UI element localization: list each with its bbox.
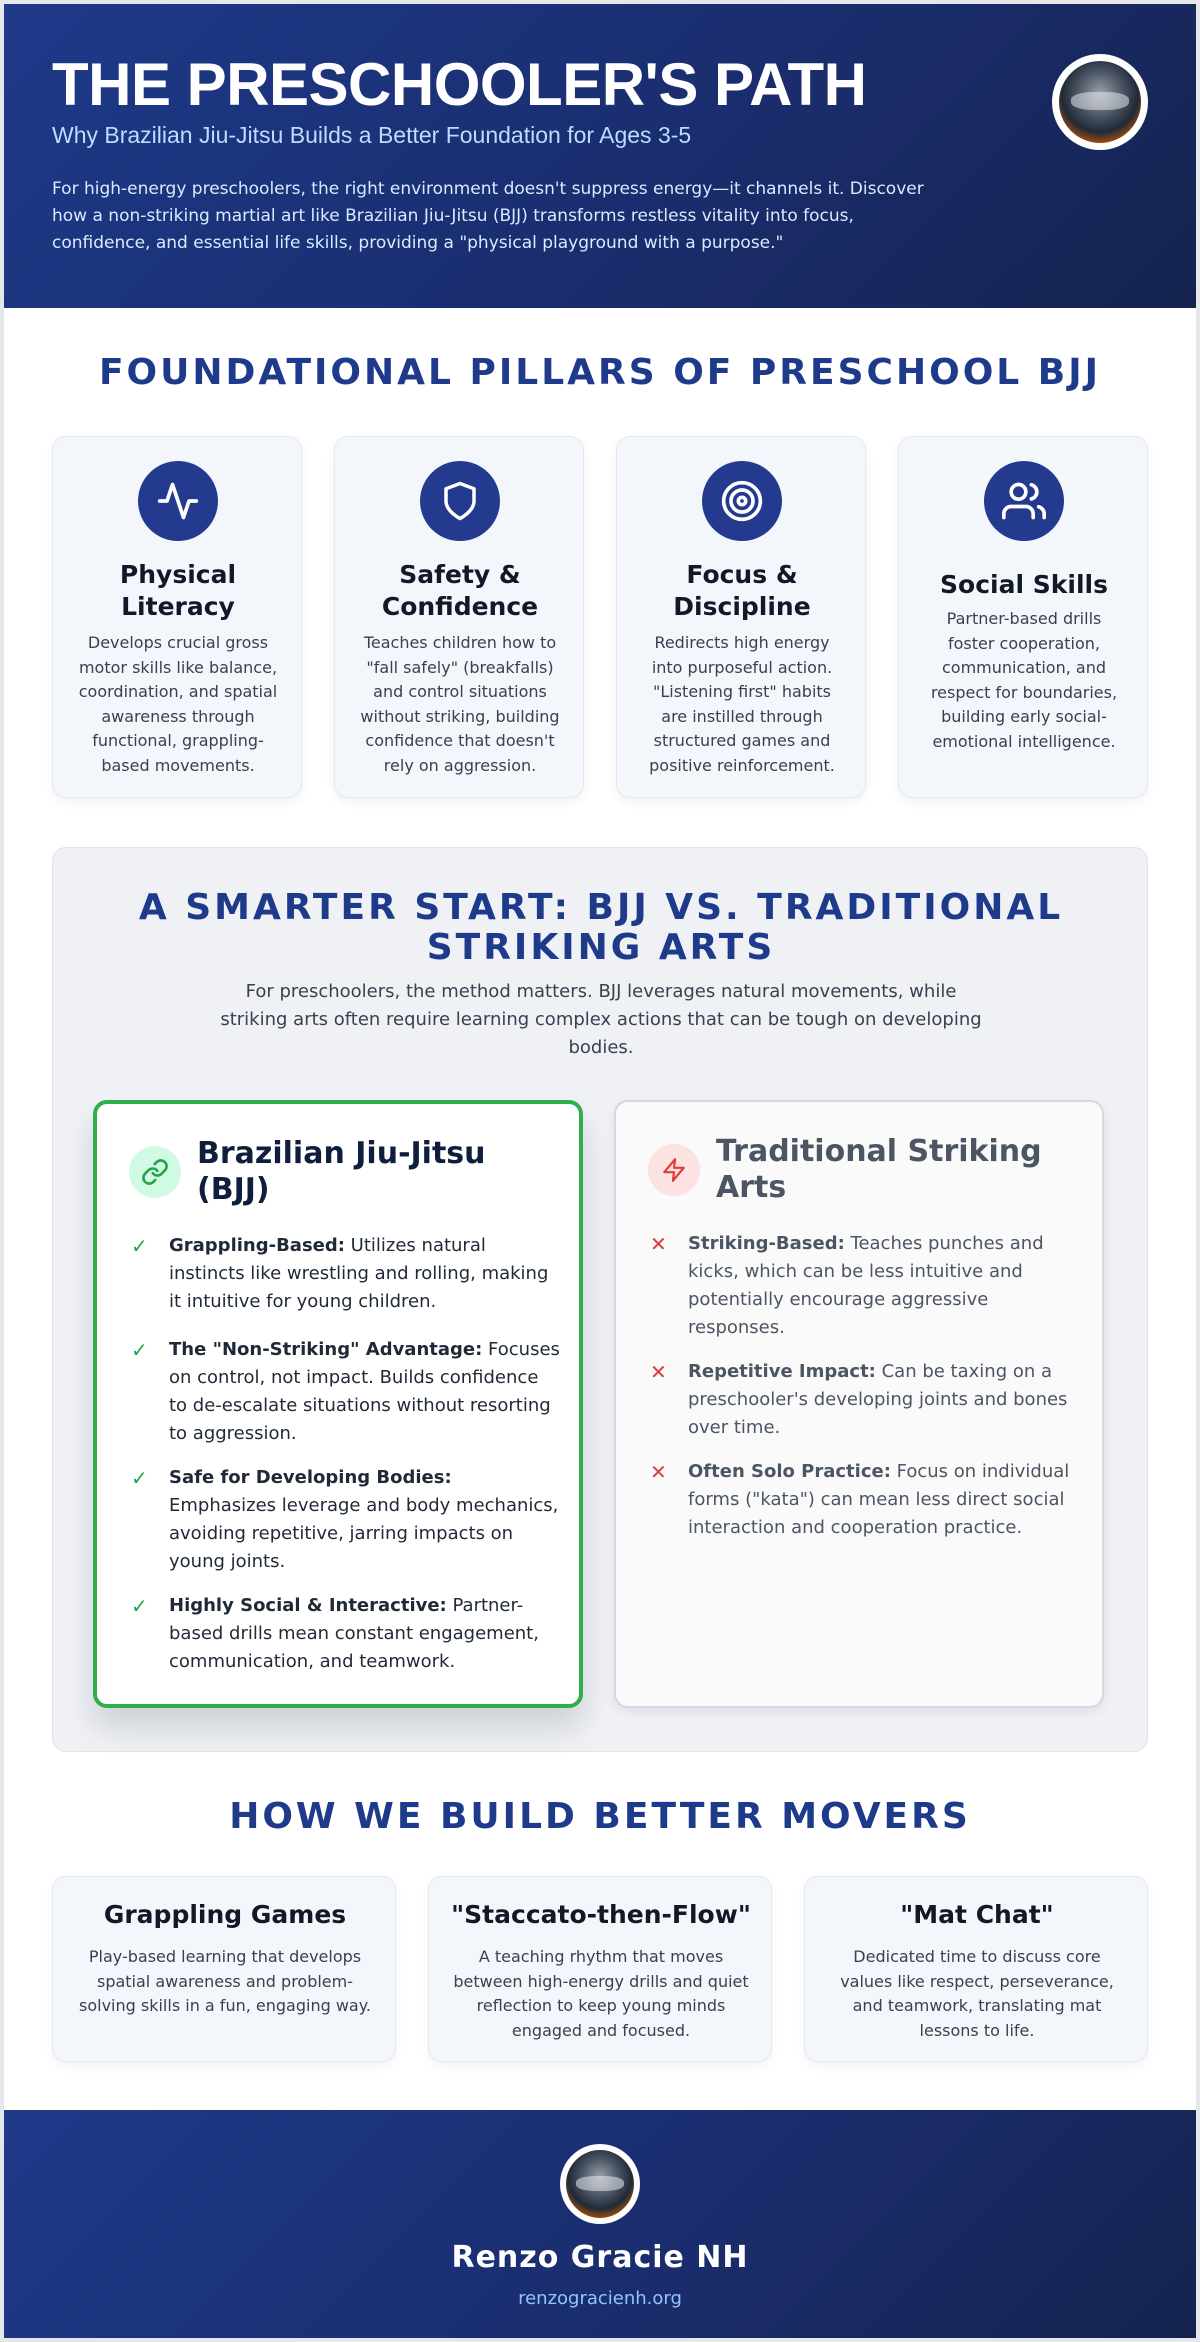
- link-icon: [129, 1146, 181, 1198]
- users-icon: [984, 461, 1064, 541]
- bjj-card-title: Brazilian Jiu-Jitsu (BJJ): [197, 1136, 486, 1207]
- check-icon: ✓: [131, 1466, 148, 1490]
- pillar-text: Partner-based drills foster cooperation, communication, and respect for boundaries, building early social-emotional intelligence.: [930, 609, 1118, 751]
- mover-text: Dedicated time to discuss core values like respect, perseverance, and teamwork, translating mat lessons to life.: [840, 1947, 1114, 2040]
- mover-title: Grappling Games: [103, 1900, 347, 1929]
- academy-logo: [1052, 54, 1148, 150]
- check-icon: ✓: [131, 1338, 148, 1362]
- footer-logo: [560, 2144, 640, 2224]
- point-label: The "Non-Striking" Advantage:: [169, 1339, 483, 1360]
- pillar-title: Safety & Confidence: [381, 560, 539, 621]
- shield-icon: [420, 461, 500, 541]
- page-frame: [4, 4, 1196, 2338]
- pillar-card-social-skills: [898, 436, 1148, 798]
- comparison-title: A SMARTER START: BJJ VS. TRADITIONAL STRIKING ARTS: [138, 887, 1064, 968]
- point-text: Focuses on control, not impact. Builds confidence to de-escalate situations without resorting to aggression.: [169, 1339, 560, 1444]
- activity-icon: [138, 461, 218, 541]
- pillar-title: Social Skills: [940, 570, 1108, 599]
- point-label: Repetitive Impact:: [688, 1361, 876, 1382]
- cross-icon: ✕: [650, 1232, 667, 1256]
- target-icon: [702, 461, 782, 541]
- mover-text: Play-based learning that develops spatial awareness and problem-solving skills in a fun, engaging way.: [79, 1947, 371, 2015]
- page-title: THE PRESCHOOLER'S PATH: [52, 51, 867, 118]
- pillars-title: FOUNDATIONAL PILLARS OF PRESCHOOL BJJ: [98, 352, 1102, 393]
- point-label: Often Solo Practice:: [688, 1461, 891, 1482]
- bjj-card: [93, 1100, 583, 1708]
- point-text: Utilizes natural instincts like wrestling and rolling, making it intuitive for young children.: [169, 1235, 549, 1312]
- mover-card-mat-chat: [804, 1876, 1148, 2062]
- mover-card-staccato-then-flow: [428, 1876, 772, 2062]
- footer-website-link[interactable]: renzogracienh.org: [518, 2288, 682, 2309]
- pillar-text: Develops crucial gross motor skills like balance, coordination, and spatial awareness through functional, grappling-based movements.: [78, 633, 278, 775]
- point-text: Emphasizes leverage and body mechanics, avoiding repetitive, jarring impacts on young joints.: [169, 1495, 559, 1572]
- point-label: Safe for Developing Bodies:: [169, 1467, 452, 1488]
- page-subtitle: Why Brazilian Jiu-Jitsu Builds a Better Foundation for Ages 3-5: [52, 122, 692, 148]
- point-text: Partner-based drills mean constant engagement, communication, and teamwork.: [169, 1595, 539, 1672]
- point-text: Can be taxing on a preschooler's developing joints and bones over time.: [688, 1361, 1068, 1438]
- cross-icon: ✕: [650, 1460, 667, 1484]
- lightning-icon: [648, 1144, 700, 1196]
- pillar-card-focus-discipline: [616, 436, 866, 798]
- striking-card: [614, 1100, 1104, 1708]
- mover-title: "Mat Chat": [900, 1900, 1054, 1929]
- point-text: Teaches punches and kicks, which can be less intuitive and potentially encourage aggressive responses.: [688, 1233, 1044, 1338]
- point-label: Striking-Based:: [688, 1233, 845, 1254]
- point-label: Grappling-Based:: [169, 1235, 345, 1256]
- comparison-section: [52, 847, 1148, 1752]
- check-icon: ✓: [131, 1594, 148, 1618]
- cross-icon: ✕: [650, 1360, 667, 1384]
- mover-title: "Staccato-then-Flow": [451, 1900, 751, 1929]
- check-icon: ✓: [131, 1234, 148, 1258]
- striking-card-title: Traditional Striking Arts: [716, 1134, 1042, 1205]
- comparison-lead: For preschoolers, the method matters. BJJ leverages natural movements, while striking arts often require learning complex actions that can be tough on developing bodies.: [220, 981, 982, 1058]
- movers-title: HOW WE BUILD BETTER MOVERS: [229, 1796, 971, 1837]
- pillar-title: Physical Literacy: [119, 560, 237, 621]
- intro-text: For high-energy preschoolers, the right environment doesn't suppress energy—it channels it. Discover how a non-striking martial art like Brazilian Jiu-Jitsu (BJJ) transforms restless vitality into focus, confidence, and essential life skills, providing a "physical playground with a purpose.": [52, 179, 924, 253]
- point-text: Focus on individual forms ("kata") can mean less direct social interaction and cooperation practice.: [688, 1461, 1070, 1538]
- hero-header: [4, 4, 1196, 308]
- pillar-text: Teaches children how to "fall safely" (breakfalls) and control situations without striking, building confidence that doesn't rely on aggression.: [360, 633, 560, 775]
- mover-card-grappling-games: [52, 1876, 396, 2062]
- pillar-text: Redirects high energy into purposeful action. "Listening first" habits are instilled through structured games and positive reinforcement.: [649, 633, 835, 775]
- footer: [4, 2110, 1196, 2338]
- pillar-title: Focus & Discipline: [673, 560, 811, 621]
- pillar-card-physical-literacy: [52, 436, 302, 798]
- mover-text: A teaching rhythm that moves between high-energy drills and quiet reflection to keep young minds engaged and focused.: [453, 1947, 749, 2040]
- footer-org-name: Renzo Gracie NH: [451, 2240, 749, 2275]
- pillar-card-safety-confidence: [334, 436, 584, 798]
- point-label: Highly Social & Interactive:: [169, 1595, 447, 1616]
